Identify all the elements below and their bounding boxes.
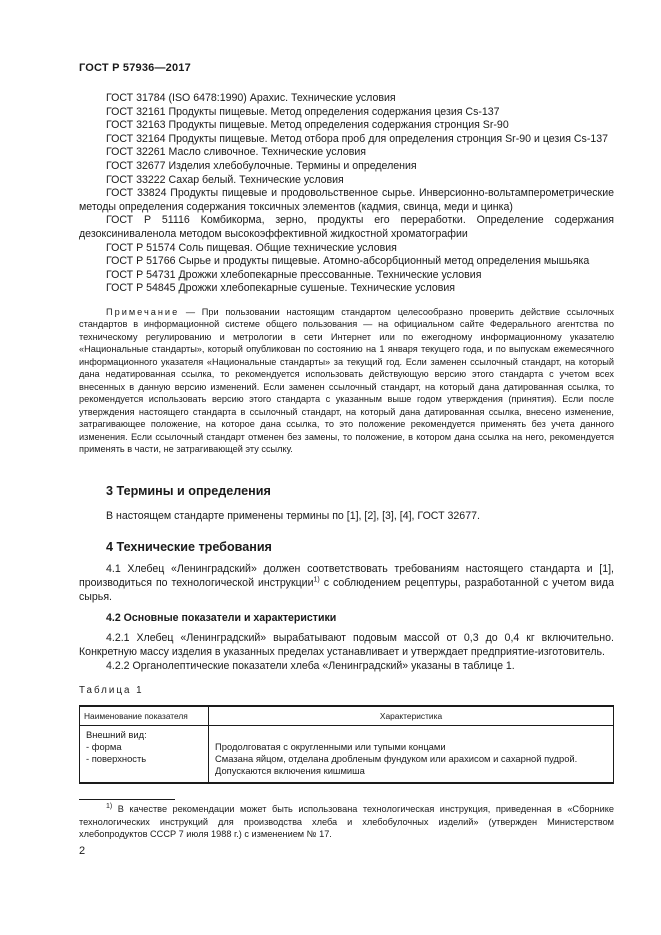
table-header-cell: Наименование показателя: [80, 706, 209, 726]
section-4-1-text: [79, 562, 614, 605]
table-cell-indicator: [80, 726, 209, 784]
indicator-line: - поверхность: [86, 753, 147, 764]
section-3-body: [79, 509, 614, 523]
note-text: — При пользовании настоящим стандартом целесообразно проверить действие ссылочных стандартов в информационной системе общего пользования — на официальном сайте Федерального агентства по техническому регулированию и метрологии в сети Интернет или по ежегодному информационному указателю «Национальные стандарты», который опубликован по состоянию на 1 января текущего года, и по выпускам ежемесячного информационного указателя «Национальные стандарты» за текущий год. Если заменен ссылочный стандарт, на который дана недатированная ссылка, то рекомендуется использовать действующую версию этого стандарта с учетом всех внесенных в данную версию изменений. Если заменен ссылочный стандарт, на который дана датированная ссылка, то рекомендуется использовать версию этого стандарта с указанным выше годом утверждения (принятия). Если после утверждения настоящего стандарта в ссылочный стандарт, на который дана датированная ссылка, внесено изменение, затрагивающее положение, на которое дана ссылка, то это положение рекомендуется применять без учета данного изменения. Если ссылочный стандарт отменен без замены, то положение, в котором дана ссылка на него, рекомендуется применять в части, не затрагивающей эту ссылку.: [79, 307, 614, 454]
reference-item: ГОСТ Р 54845 Дрожжи хлебопекарные сушеные. Технические условия: [106, 282, 456, 295]
indicator-line: Внешний вид:: [86, 729, 147, 740]
reference-item: ГОСТ Р 54731 Дрожжи хлебопекарные прессованные. Технические условия: [106, 268, 482, 281]
reference-item: ГОСТ 33824 Продукты пищевые и продовольственное сырье. Инверсионно-вольтамперометрические методы определения содержания токсичных элементов (кадмия, свинца, меди и цинка): [79, 187, 614, 213]
footnote-ref: 1): [313, 576, 320, 584]
section-3-text: В настоящем стандарте применены термины по [1], [2], [3], [4], ГОСТ 32677.: [106, 510, 480, 522]
indicator-line: - форма: [86, 741, 122, 752]
table-header-row: [80, 706, 614, 726]
note-block: [79, 306, 614, 455]
reference-item: ГОСТ 32161 Продукты пищевые. Метод определения содержания цезия Cs-137: [106, 105, 500, 118]
document-header: ГОСТ Р 57936—2017: [79, 62, 191, 74]
footnote-mark: 1): [106, 802, 113, 810]
footnote-body: В качестве рекомендации может быть использована технологическая инструкция, приведенная в «Сборнике технологических инструкций для производства хлеба и хлебобулочных изделий» (утвержден Министерством хлебопродуктов СССР 7 июля 1988 г.) с изменением № 17.: [79, 804, 614, 840]
table-row: [80, 726, 614, 784]
spacer: [215, 729, 607, 741]
table-1: [79, 705, 614, 784]
subsection-4-2-heading: 4.2 Основные показатели и характеристики: [106, 612, 337, 624]
normative-references-list: [79, 92, 614, 296]
section-4-1-body: [79, 562, 614, 605]
table-cell-characteristic: [209, 726, 614, 784]
reference-item: ГОСТ Р 51574 Соль пищевая. Общие технические условия: [106, 241, 397, 254]
reference-item: ГОСТ 33222 Сахар белый. Технические условия: [106, 173, 344, 186]
reference-item: ГОСТ 32261 Масло сливочное. Технические условия: [106, 146, 367, 159]
reference-item: ГОСТ 32163 Продукты пищевые. Метод определения содержания стронция Sr-90: [106, 119, 509, 132]
section-4-2-1-text: 4.2.1 Хлебец «Ленинградский» вырабатывают подовым массой от 0,3 до 0,4 кг включительно. Конкретную массу изделия в указанных пределах устанавливает и утверждает предприятие-изготовитель.: [79, 632, 614, 659]
reference-item: ГОСТ 31784 (ISO 6478:1990) Арахис. Технические условия: [106, 92, 396, 104]
note-label: Примечание: [106, 307, 180, 317]
page-number: 2: [79, 845, 86, 857]
reference-item: ГОСТ 32677 Изделия хлебобулочные. Термины и определения: [106, 159, 417, 172]
reference-item: ГОСТ Р 51766 Сырье и продукты пищевые. Атомно-абсорбционный метод определения мышьяка: [106, 255, 590, 268]
characteristic-line: Продолговатая с округленными или тупыми концами: [215, 741, 446, 752]
p41-text-end: с соблюдением рецептуры, разработанной с учетом вида сырья.: [79, 577, 614, 604]
p41-text-start: 4.1 Хлебец «Ленинградский» должен соответствовать требованиям настоящего стандарта и [1], производиться по технологической инструкции: [79, 563, 614, 590]
table-caption: Таблица 1: [79, 685, 144, 696]
section-4-heading: 4 Технические требования: [106, 540, 272, 554]
reference-item: ГОСТ 32164 Продукты пищевые. Метод отбора проб для определения стронция Sr-90 и цезия Cs-137: [106, 132, 609, 145]
footnote-text: [79, 803, 614, 841]
section-3-heading: 3 Термины и определения: [106, 484, 271, 498]
section-4-2-body: [79, 631, 614, 674]
footnote: [79, 803, 614, 841]
footnote-separator: [79, 799, 175, 800]
characteristic-line: Смазана яйцом, отделана дробленым фундуком или арахисом и сахарной пудрой. Допускаются включения кишмиша: [215, 753, 578, 776]
reference-item: ГОСТ Р 51116 Комбикорма, зерно, продукты его переработки. Определение содержания дезоксиниваленола методом высокоэффективной жидкостной хроматографии: [79, 214, 614, 240]
note-paragraph: [79, 306, 614, 455]
table-header-cell: Характеристика: [209, 706, 614, 726]
section-4-2-2-text: 4.2.2 Органолептические показатели хлеба «Ленинградский» указаны в таблице 1.: [106, 660, 515, 673]
